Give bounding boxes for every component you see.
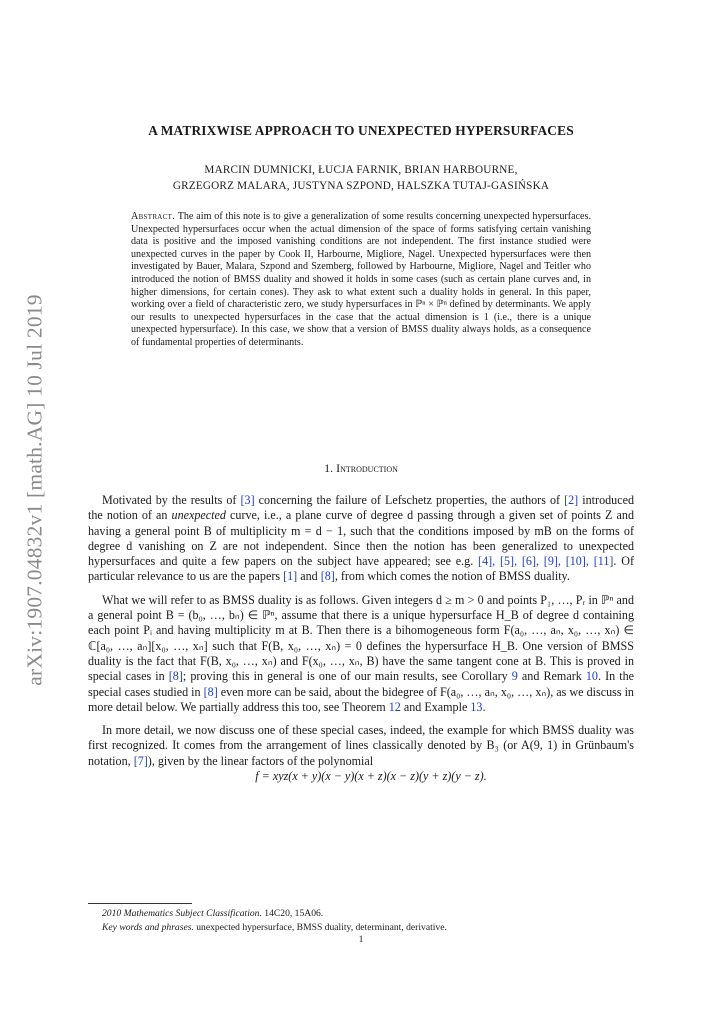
paper-title: A MATRIXWISE APPROACH TO UNEXPECTED HYPERSURFACES xyxy=(148,123,574,138)
author-line-1: MARCIN DUMNICKI, ŁUCJA FARNIK, BRIAN HARBOURNE, xyxy=(204,164,518,176)
citation-link[interactable]: [3] xyxy=(240,493,255,507)
text-run: and Remark xyxy=(517,669,586,684)
section-heading xyxy=(88,461,634,476)
paragraph-1 xyxy=(88,493,634,585)
emphasis-text: unexpected xyxy=(171,508,226,523)
text-run: In more detail, we now discuss one of these special cases, indeed, the example for which BMSS duality was first recognized. It comes from the arrangement of lines classically denoted by B₃ (or A(9, 1) in Grünbaum's notation, xyxy=(88,723,634,768)
display-equation: f = xyz(x + y)(x − y)(x + z)(x − z)(y + z)(y − z). xyxy=(255,769,487,784)
author-line-2: GRZEGORZ MALARA, JUSTYNA SZPOND, HALSZKA TUTAJ-GASIŃSKA xyxy=(172,180,550,192)
text-run: . xyxy=(482,699,486,714)
msc-codes: 14C20, 15A06. xyxy=(261,908,324,919)
text-run: and Example xyxy=(400,699,471,714)
theorem-link[interactable]: 12 xyxy=(388,699,401,714)
citation-link[interactable]: [2] xyxy=(564,493,579,507)
text-run: ), given by the linear factors of the polynomial xyxy=(147,753,374,768)
section-title-text: Introduction xyxy=(336,461,398,475)
footnotes xyxy=(88,907,634,934)
footnote-rule xyxy=(88,903,192,904)
corollary-link[interactable]: 9 xyxy=(511,669,518,684)
body-text xyxy=(88,493,634,792)
citation-link[interactable]: [8] xyxy=(203,684,218,699)
text-run: What we will refer to as BMSS duality is as follows. Given integers d ≥ m > 0 and points P₁, …, Pᵣ in ℙⁿ and a general point B = (b₀, …, bₙ) ∈ ℙⁿ, assume that there is a unique hypersurface H_B of degree d containing each point Pᵢ and having multiplicity m at B. Then there is a bihomogeneous form F(a₀, …, aₙ, x₀, …, xₙ) ∈ ℂ[a₀, …, aₙ][x₀, …, xₙ] such that F(B, x₀, …, xₙ) = 0 defines the hypersurface H_B. One version of BMSS duality is the fact that F(B, x₀, …, xₙ) and F(x₀, …, xₙ, B) have the same tangent cone at B. This is proved in special cases in xyxy=(88,592,634,684)
abstract-text: The aim of this note is to give a generalization of some results concerning unexpected hypersurfaces. Unexpected hypersurfaces occur when the actual dimension of the space of forms satisfying certain vanishing data is positive and the imposed vanishing conditions are not independent. The first instance studied were unexpected curves in the paper by Cook II, Harbourne, Migliore, Nagel. Unexpected hypersurfaces were then investigated by Bauer, Malara, Szpond and Szemberg, followed by Harbourne, Migliore, Nagel and Teitler who introduced the notion of BMSS duality and showed it holds in some cases (such as certain plane curves and, in higher dimensions, for certain cones). They ask to what extent such a duality holds in general. In this paper, working over a field of characteristic zero, we study hypersurfaces in ℙⁿ × ℙⁿ defined by determinants. We apply our results to unexpected hypersurfaces in the case that the actual dimension is 1 (i.e., there is a unique unexpected hypersurface). In this case, we show that a version of BMSS duality always holds, as a consequence of fundamental properties of determinants. xyxy=(131,211,591,348)
text-run: introduced the notion of an xyxy=(88,493,634,523)
abstract xyxy=(131,211,591,350)
citation-link[interactable]: [1] xyxy=(283,569,298,584)
example-link[interactable]: 13 xyxy=(470,699,483,714)
keywords-footnote xyxy=(88,921,634,935)
remark-link[interactable]: 10 xyxy=(585,669,598,684)
text-run: Motivated by the results of xyxy=(102,493,241,507)
paragraph-3 xyxy=(88,723,634,769)
text-run: curve, i.e., a plane curve of degree d passing through a given set of points Z and having a general point B of multiplicity m = d − 1, such that the conditions imposed by mB on the forms of degree d vanishing on Z are not independent. Since then the notion has been generalized to unexpected hypersurfaces and quite a few papers on the subject have appeared; see e.g. xyxy=(88,508,635,569)
msc-label: 2010 Mathematics Subject Classification. xyxy=(102,908,262,919)
paragraph-2 xyxy=(88,593,634,715)
keywords-list: unexpected hypersurface, BMSS duality, determinant, derivative. xyxy=(193,921,447,933)
text-run: . Of particular relevance to us are the papers xyxy=(88,554,634,584)
text-run: , from which comes the notion of BMSS duality. xyxy=(334,569,570,584)
citation-link[interactable]: [8] xyxy=(320,569,335,584)
text-run: even more can be said, about the bidegree of F(a₀, …, aₙ, x₀, …, xₙ), as we discuss in more detail below. We partially address this too, see Theorem xyxy=(88,684,634,714)
keywords-label: Key words and phrases. xyxy=(102,921,194,933)
section-number: 1. xyxy=(324,461,334,475)
arxiv-identifier-text: arXiv:1907.04832v1 [math.AG] 10 Jul 2019 xyxy=(22,294,47,686)
text-run: ; proving this in general is one of our main results, see Corollary xyxy=(182,669,512,684)
text-run: . In the special cases studied in xyxy=(88,669,635,699)
arxiv-identifier-stamp[interactable] xyxy=(8,280,62,700)
author-list xyxy=(88,162,634,194)
text-run: and xyxy=(297,569,321,584)
abstract-label: Abstract. xyxy=(131,211,176,222)
msc-footnote xyxy=(88,907,634,921)
citation-link[interactable]: [8] xyxy=(168,669,183,684)
text-run: concerning the failure of Lefschetz properties, the authors of xyxy=(254,493,565,507)
citation-link-group[interactable]: [4], [5], [6], [9], [10], [11] xyxy=(478,554,614,569)
page-number: 1 xyxy=(358,934,364,945)
citation-link[interactable]: [7] xyxy=(133,753,148,768)
